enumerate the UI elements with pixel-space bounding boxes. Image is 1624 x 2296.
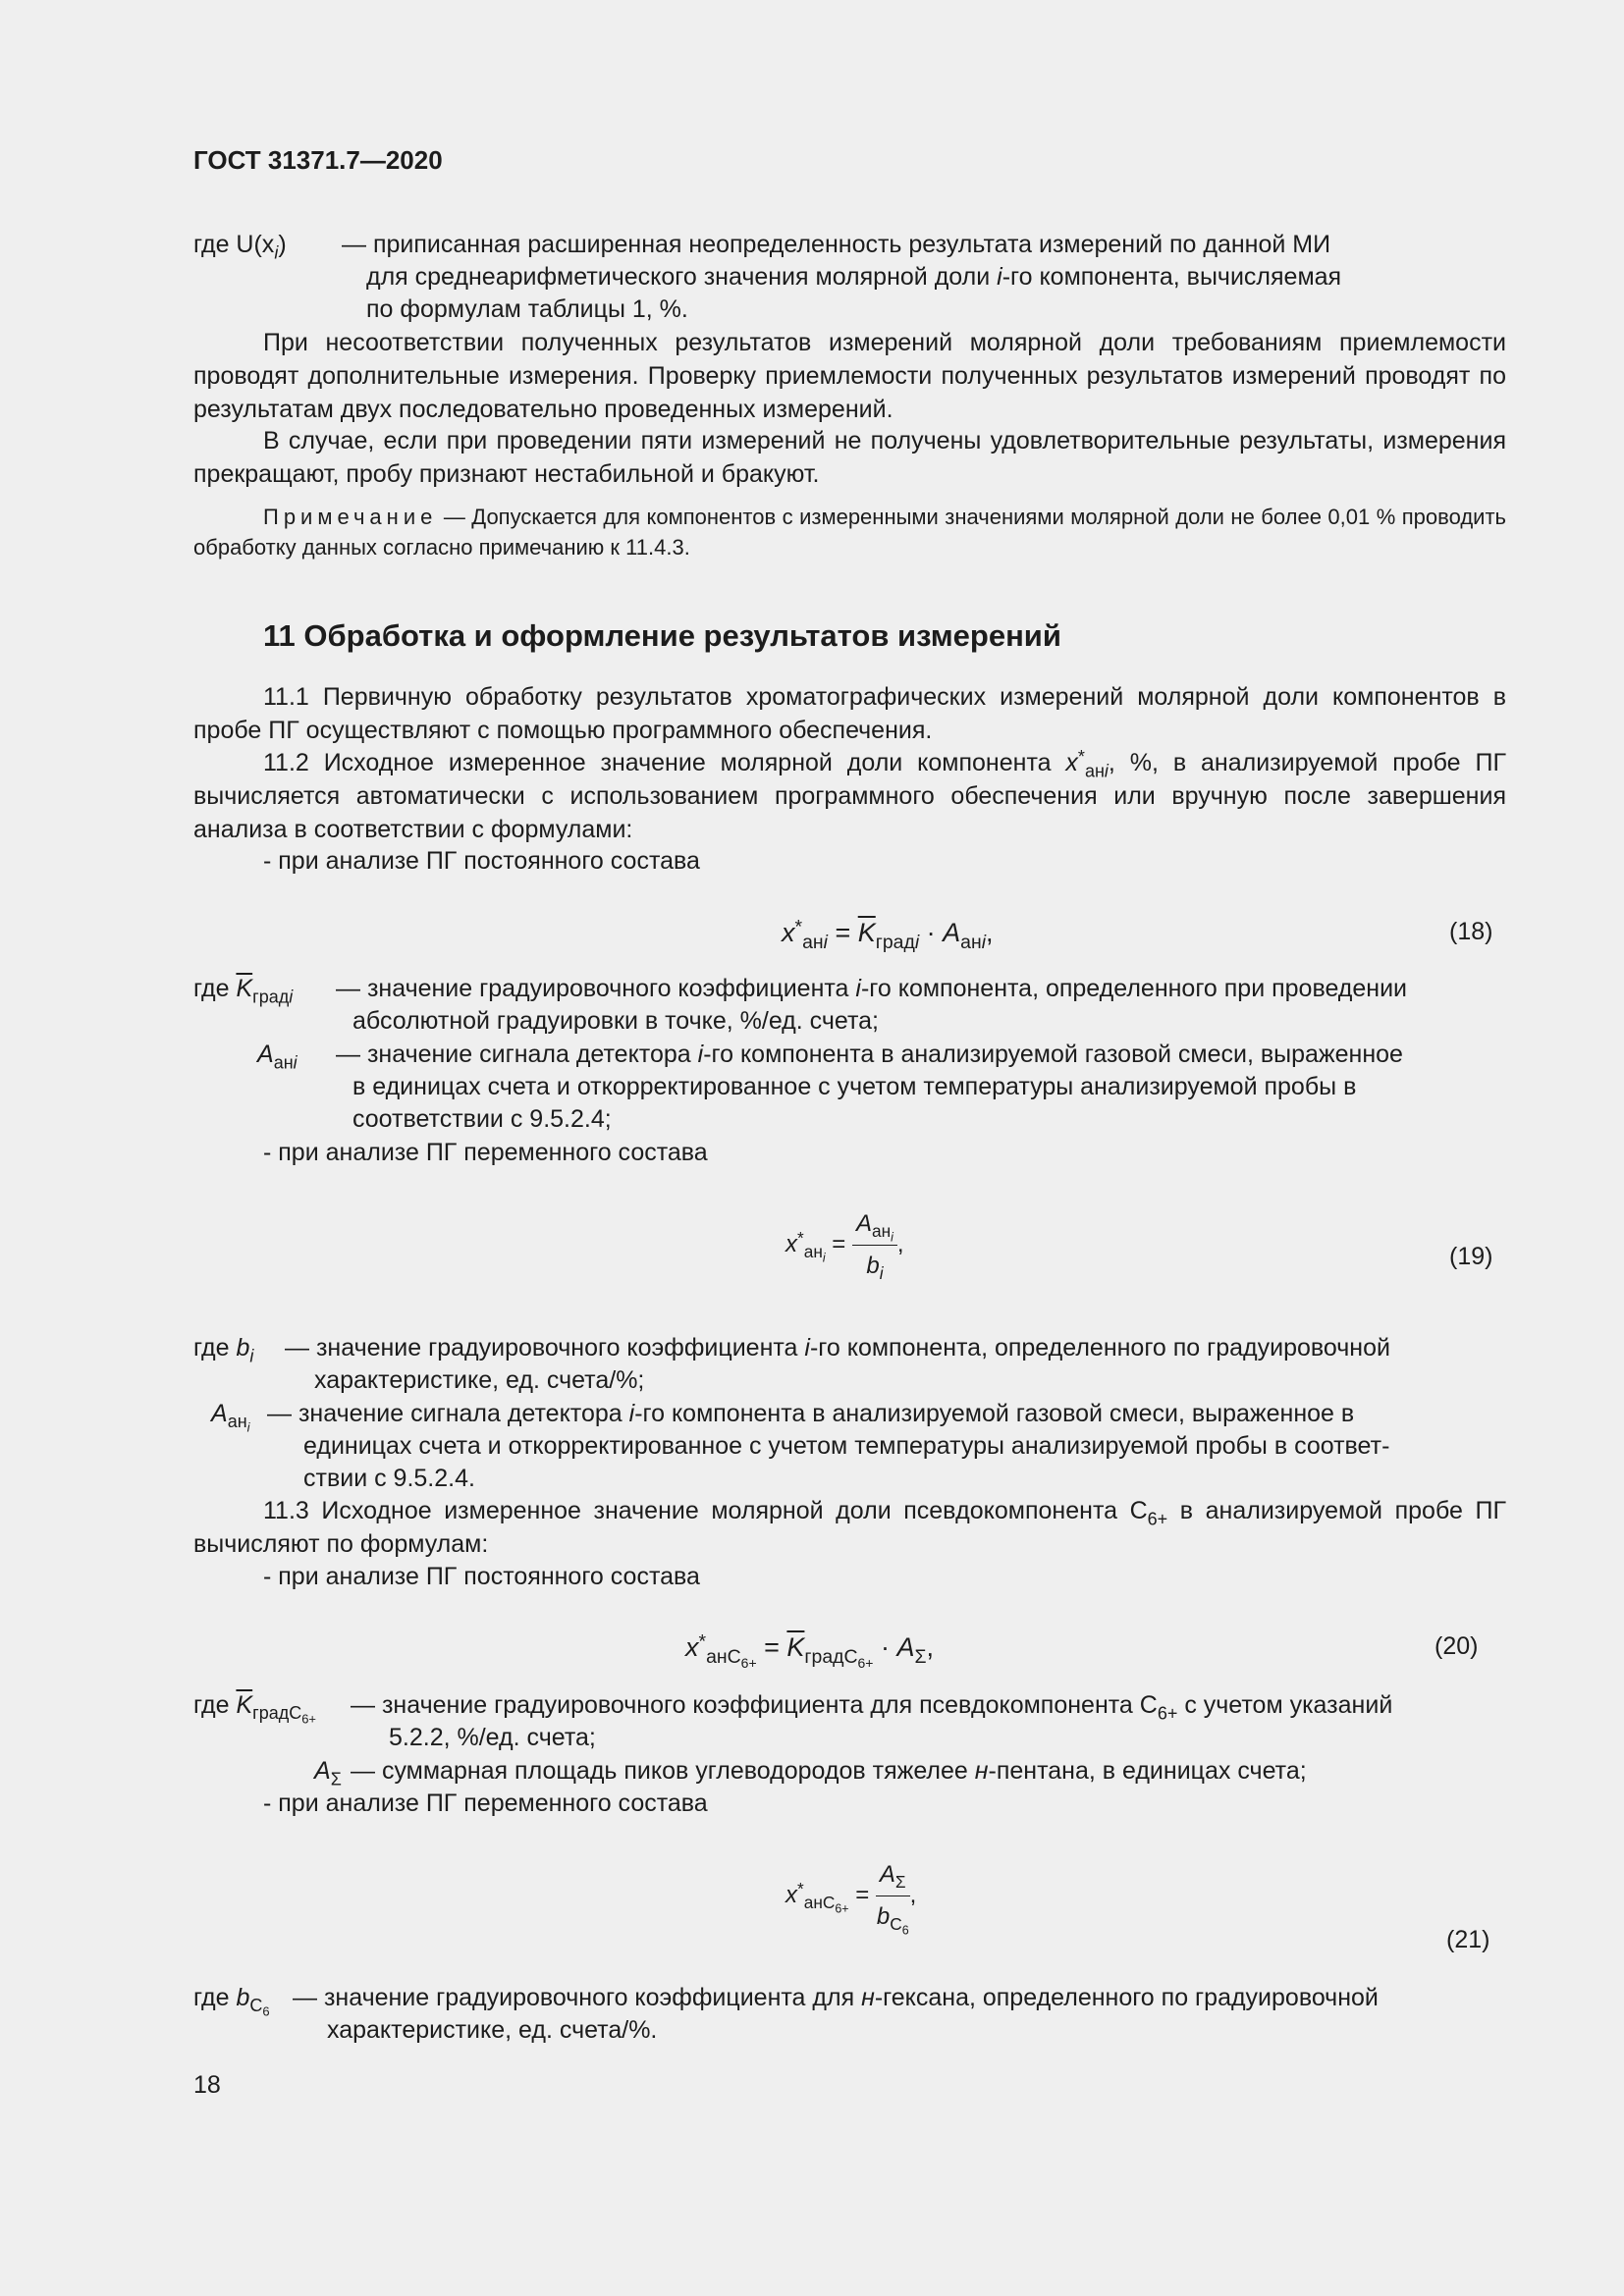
where19-a-term: $A_{ан_i}$ (211, 1400, 250, 1435)
equation-21: $x^*_{анС_{6+}}$ = $\frac{A_\Sigma}{b_{С_6}}$ , (785, 1858, 916, 1934)
equation-20-number: (20) (1435, 1632, 1479, 1660)
bullet-variable-composition-2: - при анализе ПГ переменного состава (263, 1789, 708, 1817)
where21-line-2: характеристике, ед. счета/%. (327, 2016, 658, 2044)
document-header: ГОСТ 31371.7—2020 (193, 145, 443, 175)
where-term-u: где $U(x_i)$ (193, 231, 287, 263)
where18-k-line-2: абсолютной градуировки в точке, %/ед. счета; (352, 1007, 879, 1035)
where20-k-term: где $\overline{K}_{градС_{6+}}$ (193, 1691, 316, 1727)
note: Примечание — Допускается для компонентов с измеренными значениями молярной доли не более 0,01 % проводить обработку данных согласно примечанию к 11.4.3. (193, 505, 1506, 560)
where21-b-term: где $b_{С_6}$ (193, 1984, 270, 2019)
where19-b-line-2: характеристике, ед. счета/%; (314, 1366, 645, 1394)
equation-19: $x^*_{ан_i}$ = $\frac{A_{ан_i}}{b_i}$ , (785, 1207, 904, 1283)
section-title: 11 Обработка и оформление результатов измерений (263, 618, 1061, 653)
where18-k-term: где $\overline{K}_{градi}$ (193, 975, 294, 1007)
paragraph-nonconformity: При несоответствии полученных результатов измерений молярной доли требованиям приемлемости проводят дополнительные измерения. Проверку приемлемости полученных результатов измерений проводят по результатам двух последовательно проведенных измерений. (193, 329, 1506, 423)
where-text-line-1: — приписанная расширенная неопределенность результата измерений по данной МИ (342, 231, 1331, 258)
where19-a-line-1: — значение сигнала детектора i-го компонента в анализируемой газовой смеси, выраженное в (267, 1400, 1355, 1427)
where19-a-line-3: ствии с 9.5.2.4. (303, 1465, 475, 1492)
where20-a-term: $A_\Sigma$ (314, 1757, 342, 1789)
where18-a-line-3: соответствии с 9.5.2.4; (352, 1105, 612, 1133)
where19-a-line-2: единицах счета и откорректированное с учетом температуры анализируемой пробы в соответ- (303, 1432, 1390, 1460)
equation-18: $x^*_{анi} = \overline{K}_{градi} \cdot A_{анi}$, (782, 916, 994, 953)
bullet-constant-composition-1: - при анализе ПГ постоянного состава (263, 847, 700, 875)
where18-a-term: $A_{анi}$ (257, 1041, 298, 1073)
where21-line-1: — значение градуировочного коэффициента для н-гексана, определенного по градуировочной (293, 1984, 1379, 2011)
paragraph-11-2: 11.2 Исходное измеренное значение молярной доли компонента $x^*_{анi}$, %, в анализируемой пробе ПГ вычисляется автоматически с использованием программного обеспечения или вручную после завершения анализа в соответствии с формулами: (193, 746, 1506, 843)
where18-a-line-2: в единицах счета и откорректированное с учетом температуры анализируемой пробы в (352, 1073, 1357, 1100)
equation-19-number: (19) (1449, 1243, 1493, 1270)
paragraph-11-3: 11.3 Исходное измеренное значение молярной доли псевдокомпонента $С_{6+}$ в анализируемой пробе ПГ вычисляют по формулам: (193, 1497, 1506, 1558)
where20-a-line-1: — суммарная площадь пиков углеводородов тяжелее н-пентана, в единицах счета; (351, 1757, 1307, 1785)
where-text-line-2: для среднеарифметического значения молярной доли i-го компонента, вычисляемая (366, 263, 1342, 291)
equation-18-number: (18) (1449, 918, 1493, 945)
where18-a-line-1: — значение сигнала детектора i-го компонента в анализируемой газовой смеси, выраженное (336, 1041, 1403, 1068)
equation-21-number: (21) (1446, 1926, 1490, 1953)
where18-k-line-1: — значение градуировочного коэффициента i-го компонента, определенного при проведении (336, 975, 1408, 1002)
page-number: 18 (193, 2071, 221, 2099)
where20-k-line-1: — значение градуировочного коэффициента для псевдокомпонента $С_{6+}$ с учетом указаний (351, 1691, 1393, 1724)
bullet-variable-composition-1: - при анализе ПГ переменного состава (263, 1139, 708, 1166)
bullet-constant-composition-2: - при анализе ПГ постоянного состава (263, 1563, 700, 1590)
equation-20: $x^*_{анС_{6+}} = \overline{K}_{градС_{6+}} \cdot A_\Sigma$, (685, 1630, 935, 1671)
where19-b-line-1: — значение градуировочного коэффициента i-го компонента, определенного по градуировочной (285, 1334, 1390, 1362)
paragraph-11-1: 11.1 Первичную обработку результатов хроматографических измерений молярной доли компонентов в пробе ПГ осуществляют с помощью программного обеспечения. (193, 683, 1506, 744)
paragraph-five-measurements: В случае, если при проведении пяти измерений не получены удовлетворительные результаты, измерения прекращают, пробу признают нестабильной и бракуют. (193, 427, 1506, 488)
where20-k-line-2: 5.2.2, %/ед. счета; (389, 1724, 596, 1751)
where19-b-term: где $b_i$ (193, 1334, 254, 1366)
where-text-line-3: по формулам таблицы 1, %. (366, 295, 688, 323)
